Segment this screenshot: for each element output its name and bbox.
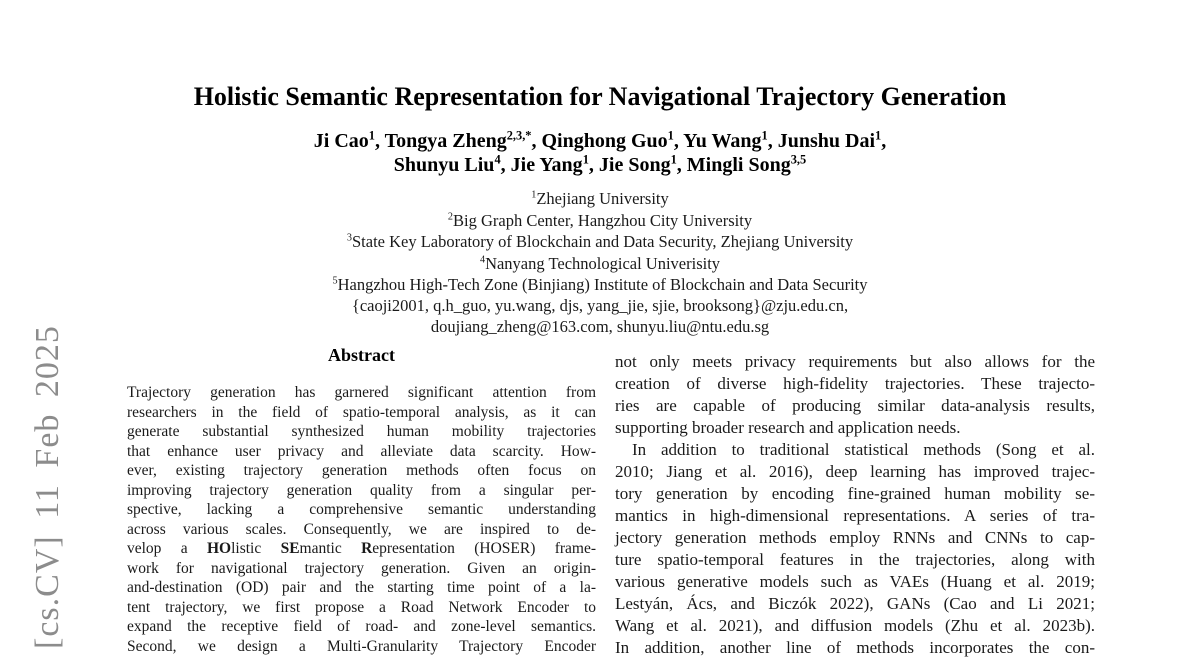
abstract-line [127, 559, 596, 579]
intro-line [615, 395, 1095, 417]
author-text: , Yu Wang [673, 130, 762, 152]
author-superscript: 3,5 [790, 152, 807, 167]
intro-line [615, 351, 1095, 373]
author-text: , Tongya Zheng [374, 130, 507, 152]
paper-title: Holistic Semantic Representation for Navigational Trajectory Generation [193, 82, 1007, 111]
abstract-line [127, 461, 596, 481]
affiliation-line [0, 274, 1200, 296]
affiliation-superscript: 4 [479, 254, 486, 265]
intro-line-text: Wang et al. 2021), and diffusion models (Zhu et al. 2023b). [615, 616, 1095, 635]
abstract-line-text: across various scales. Consequently, we are inspired to de- [127, 520, 596, 538]
abstract-line-text: Trajectory generation has garnered significant attention from [127, 384, 596, 401]
intro-line [615, 483, 1095, 505]
abstract-line-text: researchers in the field of spatio-temporal analysis, as it can [127, 403, 596, 421]
affiliation-text: Big Graph Center, Hangzhou City University [453, 210, 753, 230]
abstract-body [127, 383, 596, 656]
author-line-2 [0, 153, 1200, 177]
intro-line-text: ries are capable of producing similar data-analysis results, [615, 396, 1095, 415]
abstract-line [127, 637, 596, 657]
author-text: , Junshu Dai [767, 130, 876, 152]
affiliation-superscript: 5 [332, 275, 338, 287]
abstract-line-text: work for navigational trajectory generation. Given an origin- [127, 559, 596, 577]
intro-line [615, 417, 1095, 439]
author-superscript: 1 [667, 128, 674, 143]
intro-line-text: ture spatio-temporal features in the trajectories, along with [615, 550, 1095, 569]
affiliation-line [0, 210, 1200, 232]
intro-line-text: supporting broader research and application needs. [615, 418, 961, 437]
author-superscript: 1 [875, 128, 882, 143]
affiliation-superscript: 2 [447, 211, 454, 222]
author-superscript: 1 [368, 128, 375, 143]
author-superscript: 1 [582, 152, 589, 167]
abstract-line [127, 520, 596, 540]
abstract-line-text: epresentation (HOSER) frame- [372, 540, 596, 557]
email-line-2: doujiang_zheng@163.com, shunyu.liu@ntu.edu.sg [430, 317, 770, 336]
abstract-line-text: tent trajectory, we first propose a Road Network Encoder to [127, 598, 596, 616]
abstract-line-text: listic [231, 540, 281, 557]
abstract-line [127, 383, 596, 403]
abstract-line-text: spective, lacking a comprehensive semantic understanding [127, 501, 596, 518]
affiliation-line [0, 253, 1200, 275]
intro-line [615, 527, 1095, 549]
author-superscript: 4 [494, 152, 501, 167]
abstract-line [127, 539, 596, 559]
affiliation-superscript: 3 [346, 232, 352, 244]
intro-line [615, 637, 1095, 659]
abstract-line [127, 598, 596, 618]
intro-line [615, 593, 1095, 615]
intro-line-text: tory generation by encoding fine-grained human mobility se- [615, 484, 1095, 503]
affiliations [0, 188, 1200, 296]
intro-line-text: creation of diverse high-fidelity trajectories. These trajecto- [615, 374, 1095, 393]
author-superscript: 1 [670, 152, 677, 167]
intro-line [615, 571, 1095, 593]
affiliation-line [0, 188, 1200, 210]
author-superscript: 2,3,* [506, 128, 532, 143]
abstract-line [127, 422, 596, 442]
affiliation-superscript: 1 [531, 189, 537, 201]
abstract-heading: Abstract [328, 345, 395, 365]
author-line-1 [0, 129, 1200, 153]
intro-line-text: Lestyán, Ács, and Biczók 2022), GANs (Cao and Li 2021; [615, 594, 1095, 613]
abstract-line-text: HO [206, 540, 232, 557]
intro-line [615, 615, 1095, 637]
intro-column [615, 351, 1095, 659]
intro-line-text: In addition to traditional statistical methods (Song et al. [632, 440, 1095, 459]
author-text: , [881, 130, 887, 152]
abstract-line-text: mantic [299, 540, 362, 557]
abstract-line [127, 500, 596, 520]
abstract-line-text: improving trajectory generation quality from a singular per- [127, 481, 596, 499]
arxiv-stamp [26, 289, 70, 649]
abstract-line [127, 481, 596, 501]
arxiv-stamp-text: [cs.CV] 11 Feb 2025 [29, 325, 66, 649]
abstract-line-text: expand the receptive field of road- and zone-level semantics. [127, 618, 596, 635]
abstract-line-text: that enhance user privacy and alleviate data scarcity. How- [127, 442, 596, 460]
intro-line [615, 505, 1095, 527]
abstract-line-text: Second, we design a Multi-Granularity Trajectory Encoder [127, 637, 596, 655]
intro-line-text: various generative models such as VAEs (Huang et al. 2019; [615, 572, 1095, 591]
author-text: Shunyu Liu [393, 154, 495, 176]
abstract-line [127, 617, 596, 637]
intro-line-text: In addition, another line of methods incorporates the con- [615, 638, 1095, 657]
author-text: , Jie Song [588, 154, 671, 176]
intro-line [615, 549, 1095, 571]
abstract-line [127, 442, 596, 462]
affiliation-text: Zhejiang University [536, 189, 669, 208]
abstract-line-text: velop a [127, 540, 207, 557]
abstract-line-text: SE [280, 540, 300, 557]
affiliation-text: State Key Laboratory of Blockchain and Data Security, Zhejiang University [352, 232, 854, 251]
abstract-line-text: and-destination (OD) pair and the starting time point of a la- [127, 579, 596, 596]
author-text: , Jie Yang [500, 154, 583, 176]
intro-line [615, 373, 1095, 395]
intro-line-text: not only meets privacy requirements but also allows for the [615, 352, 1095, 371]
affiliation-text: Nanyang Technological Univerisity [485, 253, 721, 273]
author-text: , Mingli Song [676, 154, 791, 176]
affiliation-text: Hangzhou High-Tech Zone (Binjiang) Institute of Blockchain and Data Security [337, 275, 868, 294]
abstract-line-text: R [361, 540, 373, 557]
intro-line [615, 461, 1095, 483]
intro-line-text: jectory generation methods employ RNNs and CNNs to cap- [615, 528, 1095, 547]
abstract-line [127, 403, 596, 423]
abstract-line-text: ever, existing trajectory generation methods often focus on [127, 462, 596, 479]
intro-line [615, 439, 1095, 461]
abstract-line-text: generate substantial synthesized human mobility trajectories [127, 423, 596, 440]
abstract-line [127, 578, 596, 598]
affiliation-line [0, 231, 1200, 253]
author-text: , Qinghong Guo [531, 130, 668, 152]
author-superscript: 1 [761, 128, 768, 143]
author-text: Ji Cao [313, 130, 369, 152]
intro-line-text: 2010; Jiang et al. 2016), deep learning has improved trajec- [615, 462, 1095, 481]
intro-line-text: mantics in high-dimensional representations. A series of tra- [615, 506, 1095, 525]
email-line-1: {caoji2001, q.h_guo, yu.wang, djs, yang_jie, sjie, brooksong}@zju.edu.cn, [351, 296, 849, 315]
